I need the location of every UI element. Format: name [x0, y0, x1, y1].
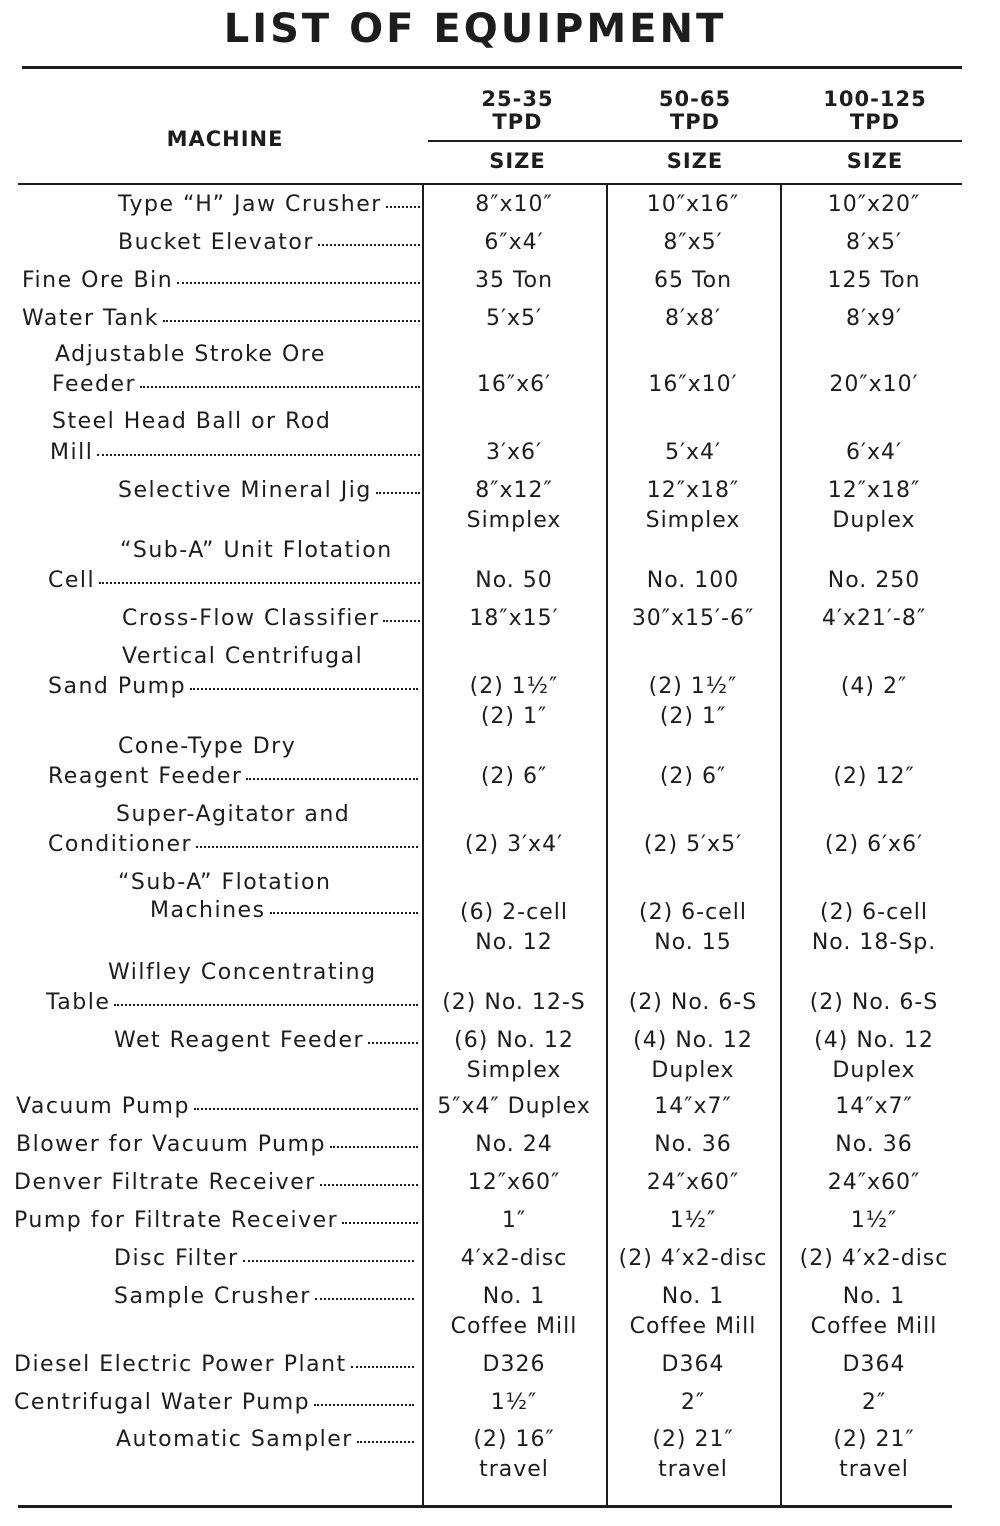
size-value: 4′x21′-8″ [821, 606, 927, 631]
size-value: D364 [842, 1352, 906, 1377]
size-cell [424, 604, 604, 634]
machine-label [52, 372, 420, 397]
size-header-2: SIZE [666, 149, 724, 173]
size-value: (2) 21″ [652, 1427, 734, 1452]
size-value: (2) 1″ [659, 704, 727, 729]
size-value: (2) 1″ [480, 704, 548, 729]
dot-leader [357, 1441, 414, 1443]
machine-name-text: Disc Filter [114, 1246, 239, 1271]
size-cell [603, 1350, 783, 1380]
dot-leader [314, 1404, 414, 1406]
size-header-3: SIZE [846, 149, 904, 173]
size-value: 5′x5′ [485, 306, 542, 331]
size-cell [784, 762, 964, 792]
size-value: 12″x60″ [467, 1170, 561, 1195]
size-cell [603, 1425, 783, 1485]
size-cell [784, 1244, 964, 1274]
size-cell [784, 1388, 964, 1418]
size-value: (2) No. 12-S [442, 990, 586, 1015]
size-cell [784, 988, 964, 1018]
size-value: (2) 4′x2-disc [799, 1246, 949, 1271]
size-value: travel [479, 1457, 549, 1482]
machine-column-header: MACHINE [166, 127, 284, 151]
size-value: D326 [482, 1352, 546, 1377]
size-value: 24″x60″ [827, 1170, 921, 1195]
machine-label [122, 606, 420, 631]
size-value: (2) No. 6-S [628, 990, 758, 1015]
size-value: 2″ [680, 1390, 706, 1415]
top-rule [22, 66, 962, 69]
size-value: Duplex [832, 1058, 916, 1083]
machine-name-text: Sample Crusher [114, 1284, 311, 1309]
dot-leader [383, 620, 420, 622]
size-value: 125 Ton [827, 268, 921, 293]
machine-label [14, 1352, 414, 1377]
size-cell [784, 830, 964, 860]
machine-label [120, 538, 393, 563]
size-value: Simplex [466, 1058, 562, 1083]
size-value: No. 1 [661, 1284, 725, 1309]
size-cell [424, 1092, 604, 1122]
size-value: (2) 1½″ [469, 674, 559, 699]
size-value: (2) No. 6-S [809, 990, 939, 1015]
dot-leader [97, 454, 420, 456]
machine-name-text: Cell [48, 568, 96, 593]
size-value: 6′x4′ [845, 440, 902, 465]
machine-name-text: Selective Mineral Jig [118, 478, 372, 503]
size-cell [424, 1168, 604, 1198]
size-value: 5′x4′ [664, 440, 721, 465]
size-value: 35 Ton [474, 268, 554, 293]
size-cell [603, 438, 783, 468]
size-cell [784, 438, 964, 468]
machine-name-text: Cone-Type Dry [118, 734, 297, 759]
size-value: (2) 16″ [473, 1427, 555, 1452]
dot-leader [163, 320, 420, 322]
size-cell [424, 1388, 604, 1418]
size-value: 1½″ [850, 1208, 898, 1233]
machine-label [48, 832, 418, 857]
size-value: No. 12 [475, 930, 553, 955]
machine-label [55, 342, 326, 367]
dot-leader [270, 912, 418, 914]
size-value: No. 36 [654, 1132, 732, 1157]
size-cell [603, 228, 783, 258]
size-cell [603, 1388, 783, 1418]
machine-name-text: Blower for Vacuum Pump [16, 1132, 326, 1157]
machine-label [22, 306, 420, 331]
machine-label [114, 1246, 414, 1271]
size-cell [603, 1244, 783, 1274]
size-value: (2) 6-cell [820, 900, 928, 925]
header-bottom-rule [18, 183, 962, 185]
size-cell [603, 1206, 783, 1236]
machine-label [48, 764, 418, 789]
size-value: 5″x4″ Duplex [437, 1094, 591, 1119]
machine-label [118, 230, 420, 255]
size-value: 8′x9′ [845, 306, 902, 331]
size-value: (2) 5′x5′ [643, 832, 743, 857]
machine-name-text: Automatic Sampler [116, 1427, 353, 1452]
dot-leader [194, 1108, 418, 1110]
size-value: 30″x15′-6″ [631, 606, 755, 631]
machine-name-text: Wet Reagent Feeder [114, 1028, 365, 1053]
size-cell [424, 228, 604, 258]
size-value: travel [839, 1457, 909, 1482]
capacity-range: 50-65 [658, 87, 732, 111]
dot-leader [342, 1222, 418, 1224]
size-cell [603, 566, 783, 596]
machine-name-text: Vacuum Pump [16, 1094, 190, 1119]
size-cell [784, 1282, 964, 1342]
size-value: travel [658, 1457, 728, 1482]
size-cell [784, 898, 964, 958]
size-cell [603, 370, 783, 400]
size-cell [784, 1206, 964, 1236]
size-value: 10″x16″ [646, 192, 740, 217]
machine-label [48, 674, 418, 699]
dot-leader [318, 244, 420, 246]
size-value: (2) 6″ [480, 764, 548, 789]
size-cell [784, 1092, 964, 1122]
size-value: No. 18-Sp. [811, 930, 937, 955]
size-cell [603, 604, 783, 634]
machine-name-text: Adjustable Stroke Ore [55, 342, 326, 367]
size-value: (4) No. 12 [633, 1028, 753, 1053]
size-value: No. 1 [482, 1284, 546, 1309]
size-cell [424, 1350, 604, 1380]
size-value: (2) 6′x6′ [824, 832, 924, 857]
machine-label [116, 1427, 414, 1452]
size-cell [424, 476, 604, 536]
size-value: 20″x10′ [829, 372, 919, 397]
size-value: 12″x18″ [646, 478, 740, 503]
size-value: No. 24 [475, 1132, 553, 1157]
size-cell [603, 672, 783, 732]
size-cell [424, 438, 604, 468]
size-value: (2) 4′x2-disc [618, 1246, 768, 1271]
size-value: 1½″ [490, 1390, 538, 1415]
dot-leader [386, 206, 420, 208]
size-value: (4) 2″ [840, 674, 908, 699]
machine-name-text: Steel Head Ball or Rod [52, 409, 332, 434]
size-cell [784, 228, 964, 258]
size-value: 16″x6′ [476, 372, 552, 397]
dot-leader [376, 492, 420, 494]
size-value: D364 [661, 1352, 725, 1377]
size-value: 12″x18″ [827, 478, 921, 503]
size-cell [424, 1425, 604, 1485]
dot-leader [351, 1366, 414, 1368]
dot-leader [320, 1184, 418, 1186]
capacity-unit: TPD [669, 110, 721, 134]
size-value: (6) 2-cell [460, 900, 568, 925]
size-value: (6) No. 12 [454, 1028, 574, 1053]
machine-name-text: Centrifugal Water Pump [14, 1390, 311, 1415]
size-cell [424, 898, 604, 958]
size-cell [784, 476, 964, 536]
header-divider [428, 140, 962, 142]
machine-name-text: Sand Pump [48, 674, 187, 699]
machine-label [122, 644, 363, 669]
machine-label [50, 440, 420, 465]
size-cell [603, 266, 783, 296]
size-cell [424, 266, 604, 296]
dot-leader [190, 688, 418, 690]
machine-name-text: Feeder [52, 372, 137, 397]
size-value: 14″x7″ [835, 1094, 913, 1119]
machine-label [118, 192, 420, 217]
machine-label [118, 734, 296, 759]
machine-name-text: Cross-Flow Classifier [122, 606, 380, 631]
machine-label [22, 268, 420, 293]
size-value: 3′x6′ [485, 440, 542, 465]
capacity-unit: TPD [849, 110, 901, 134]
size-cell [603, 190, 783, 220]
size-cell [603, 898, 783, 958]
size-cell [603, 830, 783, 860]
size-value: No. 250 [827, 568, 921, 593]
size-value: 8″x12″ [475, 478, 553, 503]
size-value: 8′x8′ [664, 306, 721, 331]
size-cell [424, 1206, 604, 1236]
size-value: 18″x15′ [469, 606, 559, 631]
size-cell [784, 1350, 964, 1380]
size-cell [424, 1026, 604, 1086]
size-cell [424, 1282, 604, 1342]
size-value: (2) 1½″ [648, 674, 738, 699]
size-cell [424, 1244, 604, 1274]
size-cell [424, 190, 604, 220]
machine-label [48, 568, 420, 593]
machine-name-text: Water Tank [22, 306, 159, 331]
size-value: 16″x10′ [648, 372, 738, 397]
size-value: Simplex [645, 508, 741, 533]
size-value: (4) No. 12 [814, 1028, 934, 1053]
capacity-header-2 [610, 88, 780, 134]
machine-name-text: Diesel Electric Power Plant [14, 1352, 347, 1377]
machine-name-text: Mill [50, 440, 94, 465]
size-value: 24″x60″ [646, 1170, 740, 1195]
size-value: 10″x20″ [827, 192, 921, 217]
machine-name-text: Super-Agitator and [116, 802, 351, 827]
size-cell [424, 762, 604, 792]
size-value: Coffee Mill [810, 1314, 938, 1339]
machine-name-text: Table [46, 990, 111, 1015]
machine-name-text: Type “H” Jaw Crusher [118, 192, 382, 217]
size-value: 2″ [861, 1390, 887, 1415]
size-cell [424, 830, 604, 860]
size-value: 1″ [501, 1208, 527, 1233]
dot-leader [177, 282, 420, 284]
machine-label [116, 802, 350, 827]
machine-name-text: “Sub-A” Unit Flotation [120, 538, 393, 563]
size-value: No. 15 [654, 930, 732, 955]
machine-label [118, 478, 420, 503]
machine-label [16, 1132, 418, 1157]
machine-label [14, 1390, 414, 1415]
size-cell [784, 1130, 964, 1160]
size-header-1: SIZE [489, 149, 546, 173]
machine-name-text: Pump for Filtrate Receiver [14, 1208, 339, 1233]
machine-label [16, 1094, 418, 1119]
size-cell [784, 266, 964, 296]
machine-label [14, 1208, 418, 1233]
dot-leader [315, 1298, 414, 1300]
size-cell [603, 304, 783, 334]
size-cell [784, 1026, 964, 1086]
size-value: 6″x4′ [484, 230, 544, 255]
machine-name-text: Machines [150, 898, 266, 923]
size-value: No. 50 [475, 568, 553, 593]
machine-label [114, 1284, 414, 1309]
dot-leader [246, 778, 418, 780]
machine-label [52, 409, 331, 434]
machine-name-text: Vertical Centrifugal [122, 644, 364, 669]
size-cell [784, 672, 964, 702]
machine-name-text: Conditioner [48, 832, 193, 857]
size-value: 8″x10″ [475, 192, 553, 217]
size-value: 1½″ [669, 1208, 717, 1233]
size-cell [424, 1130, 604, 1160]
size-cell [424, 370, 604, 400]
machine-name-text: Fine Ore Bin [22, 268, 174, 293]
size-value: (2) 6″ [659, 764, 727, 789]
size-value: No. 100 [646, 568, 740, 593]
size-value: Coffee Mill [629, 1314, 757, 1339]
size-cell [424, 304, 604, 334]
size-cell [603, 1026, 783, 1086]
size-value: 4′x2-disc [460, 1246, 568, 1271]
size-cell [784, 604, 964, 634]
size-value: (2) 21″ [833, 1427, 915, 1452]
capacity-header-1 [430, 88, 605, 134]
size-cell [784, 566, 964, 596]
size-value: Duplex [651, 1058, 735, 1083]
size-cell [603, 1168, 783, 1198]
dot-leader [243, 1260, 414, 1262]
machine-label [108, 960, 377, 985]
capacity-unit: TPD [492, 110, 543, 134]
size-value: Simplex [466, 508, 562, 533]
size-value: Coffee Mill [450, 1314, 578, 1339]
machine-name-text: Reagent Feeder [48, 764, 243, 789]
size-value: 65 Ton [653, 268, 733, 293]
size-value: (2) 3′x4′ [464, 832, 564, 857]
size-cell [603, 476, 783, 536]
machine-label [118, 870, 331, 895]
machine-label [150, 898, 418, 923]
size-value: (2) 12″ [833, 764, 915, 789]
size-cell [424, 988, 604, 1018]
machine-label [114, 1028, 418, 1053]
size-value: 14″x7″ [654, 1094, 732, 1119]
machine-label [14, 1170, 418, 1195]
machine-name-text: Denver Filtrate Receiver [14, 1170, 316, 1195]
size-cell [424, 566, 604, 596]
size-cell [603, 762, 783, 792]
dot-leader [99, 582, 420, 584]
size-cell [784, 370, 964, 400]
size-value: No. 1 [842, 1284, 906, 1309]
bottom-rule [18, 1505, 952, 1508]
capacity-range: 25-35 [481, 87, 554, 111]
capacity-range: 100-125 [823, 87, 927, 111]
size-cell [603, 1282, 783, 1342]
page-title: LIST OF EQUIPMENT [223, 6, 727, 52]
size-cell [603, 988, 783, 1018]
size-value: Duplex [832, 508, 916, 533]
size-cell [784, 1168, 964, 1198]
size-cell [603, 1130, 783, 1160]
size-cell [784, 1425, 964, 1485]
size-value: (2) 6-cell [639, 900, 747, 925]
size-value: 8′x5′ [845, 230, 902, 255]
machine-name-text: “Sub-A” Flotation [118, 870, 332, 895]
size-cell [424, 672, 604, 732]
machine-name-text: Bucket Elevator [118, 230, 314, 255]
capacity-header-3 [785, 88, 965, 134]
dot-leader [368, 1042, 418, 1044]
size-cell [784, 304, 964, 334]
machine-label [46, 990, 418, 1015]
dot-leader [330, 1146, 418, 1148]
size-value: 8″x5′ [663, 230, 723, 255]
size-value: No. 36 [835, 1132, 913, 1157]
dot-leader [196, 846, 418, 848]
size-cell [603, 1092, 783, 1122]
dot-leader [114, 1004, 418, 1006]
size-cell [784, 190, 964, 220]
machine-name-text: Wilfley Concentrating [108, 960, 377, 985]
dot-leader [140, 386, 420, 388]
